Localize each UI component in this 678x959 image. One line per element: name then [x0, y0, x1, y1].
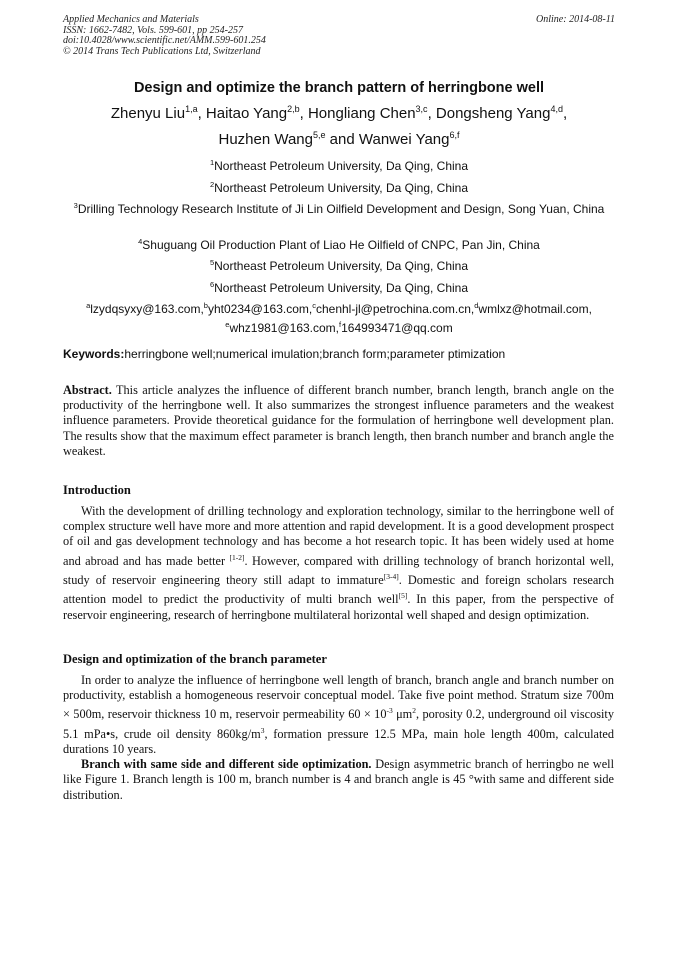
affiliation-sup: 4 — [138, 237, 143, 246]
citation: [5] — [398, 591, 408, 601]
author-name: Wanwei Yang — [358, 131, 450, 148]
email-address: wmlxz@hotmail.com, — [478, 302, 592, 316]
author-sup: 2,b — [287, 104, 300, 114]
email-address: chenhl-jl@petrochina.com.cn, — [315, 302, 475, 316]
affiliation-sup: 2 — [209, 180, 215, 189]
affiliation-text: Northeast Petroleum University, Da Qing, China — [214, 259, 469, 273]
affiliation-3 — [70, 198, 608, 217]
author-line-1 — [40, 104, 638, 122]
affiliation-2 — [70, 177, 608, 196]
email-address: yht0234@163.com, — [207, 302, 313, 316]
author-sup: 4,d — [550, 104, 563, 114]
affiliation-sup: 1 — [209, 158, 215, 167]
author-name: Huzhen Wang — [218, 131, 313, 148]
affiliation-4 — [70, 234, 608, 253]
intro-heading: Introduction — [63, 483, 131, 497]
affiliation-5 — [70, 255, 608, 274]
intro-text: . In this paper, from the perspective of reservoir engineering, research of herringbone multilateral horizontal well shaped and design optimization. — [63, 592, 615, 622]
author-name: Haitao Yang — [205, 105, 288, 122]
author-separator: , — [427, 105, 436, 122]
affiliation-sup: 6 — [209, 280, 215, 289]
design-heading: Design and optimization of the branch parameter — [63, 652, 327, 666]
affiliation-sup: 5 — [209, 258, 215, 267]
citation: [1-2] — [229, 552, 245, 562]
doi-line: doi:10.4028/www.scientific.net/AMM.599-601.254 — [63, 35, 266, 46]
exponent: 3 — [260, 725, 265, 735]
affiliation-6 — [70, 277, 608, 296]
email-block — [60, 298, 618, 336]
design-paragraph-2 — [63, 757, 614, 803]
intro-body — [63, 504, 614, 623]
intro-text: With the development of drilling technology and exploration technology, similar to the herringbone well of complex structure well have more and more attention and rapid development. It is a good development prospect of oil and gas development technology and has become a hot research topic. It has been widely used at home and abroad and has made better — [63, 504, 614, 568]
abstract-paragraph — [63, 383, 614, 459]
affiliation-1 — [70, 155, 608, 174]
email-line-1 — [60, 298, 618, 317]
author-name: Zhenyu Liu — [110, 105, 186, 122]
email-address: whz1981@163.com, — [229, 321, 340, 335]
online-date: Online: 2014-08-11 — [536, 14, 615, 25]
design-body — [63, 673, 614, 803]
author-separator: , — [299, 105, 308, 122]
author-separator: , — [197, 105, 206, 122]
issn-line: ISSN: 1662-7482, Vols. 599-601, pp 254-257 — [63, 24, 243, 36]
email-sup: f — [339, 320, 342, 329]
author-sup: 1,a — [185, 104, 198, 114]
author-sup: 3,c — [415, 104, 428, 114]
journal-name: Applied Mechanics and Materials — [63, 14, 199, 25]
copyright-line: © 2014 Trans Tech Publications Ltd, Switzerland — [63, 45, 261, 57]
design-text: , porosity 0.2, underground oil viscosity 5.1 mPa•s, crude oil density 860kg/m — [63, 707, 614, 741]
email-sup: b — [203, 301, 208, 310]
paper-title: Design and optimize the branch pattern of herringbone well — [133, 80, 545, 96]
email-sup: e — [225, 320, 230, 329]
keywords-label: Keywords: — [63, 347, 125, 361]
affiliation-text: Drilling Technology Research Institute of Ji Lin Oilfield Development and Design, Song Yuan, China — [77, 202, 605, 216]
email-address: lzydqsyxy@163.com, — [90, 302, 204, 316]
author-sup: 6,f — [449, 130, 460, 140]
subheading-inline: Branch with same side and different side optimization. — [81, 757, 372, 772]
author-separator: , — [562, 105, 568, 122]
email-sup: d — [474, 301, 479, 310]
design-paragraph-1 — [63, 673, 614, 757]
affiliation-text: Northeast Petroleum University, Da Qing, China — [214, 281, 469, 295]
email-line-2 — [60, 317, 618, 336]
email-address: 164993471@qq.com — [341, 321, 453, 335]
author-name: Hongliang Chen — [307, 105, 416, 122]
affiliation-sup: 3 — [73, 201, 78, 210]
author-and: and — [325, 131, 359, 148]
citation: [3-4] — [383, 571, 399, 581]
abstract-label: Abstract. — [63, 383, 112, 397]
affiliation-text: Shuguang Oil Production Plant of Liao He Oilfield of CNPC, Pan Jin, China — [142, 238, 540, 252]
affiliation-text: Northeast Petroleum University, Da Qing, China — [214, 181, 469, 195]
exponent: 2 — [412, 706, 416, 716]
journal-header — [63, 15, 615, 57]
email-sup: c — [312, 301, 316, 310]
author-line-2 — [40, 130, 638, 148]
affiliation-text: Northeast Petroleum University, Da Qing, China — [214, 159, 469, 173]
author-name: Dongsheng Yang — [435, 105, 551, 122]
abstract — [63, 383, 614, 459]
intro-text: . However, compared with drilling technology of branch horizontal well, study of reservoir engineering theory still adapt to immature — [63, 553, 614, 587]
author-sup: 5,e — [312, 130, 326, 140]
design-text: , formation pressure 12.5 MPa, main hole length 400m, calculated durations 10 years. — [63, 726, 614, 756]
intro-text: . Domestic and foreign scholars research attention model to predict the productivity of multi branch well — [63, 573, 614, 607]
keywords-text: herringbone well;numerical imulation;branch form;parameter ptimization — [124, 347, 506, 361]
intro-paragraph — [63, 504, 614, 623]
design-text: In order to analyze the influence of herringbone well length of branch, branch angle and branch number on productivity, establish a homogeneous reservoir conceptual model. Take five point method. Stratum size 700m × 500m, reservoir thickness 10 m, reservoir permeability 60 × 10 — [63, 673, 614, 722]
email-sup: a — [86, 301, 91, 310]
keywords — [63, 347, 623, 361]
design-text: Design asymmetric branch of herringbo ne well like Figure 1. Branch length is 100 m, branch number is 4 and branch angle is 45 °with same and different side distribution. — [63, 757, 614, 802]
abstract-text: This article analyzes the influence of different branch number, branch length, branch angle on the productivity of the herringbone well. It also summarizes the strongest influence parameters and the weakest influence parameters. Provide theoretical guidance for the formulation of herringbone well development plan. The results show that the maximum effect parameter is branch length, then branch number and branch angle the weakest. — [63, 383, 614, 458]
design-text: μm — [392, 707, 413, 722]
exponent: -3 — [386, 706, 393, 716]
